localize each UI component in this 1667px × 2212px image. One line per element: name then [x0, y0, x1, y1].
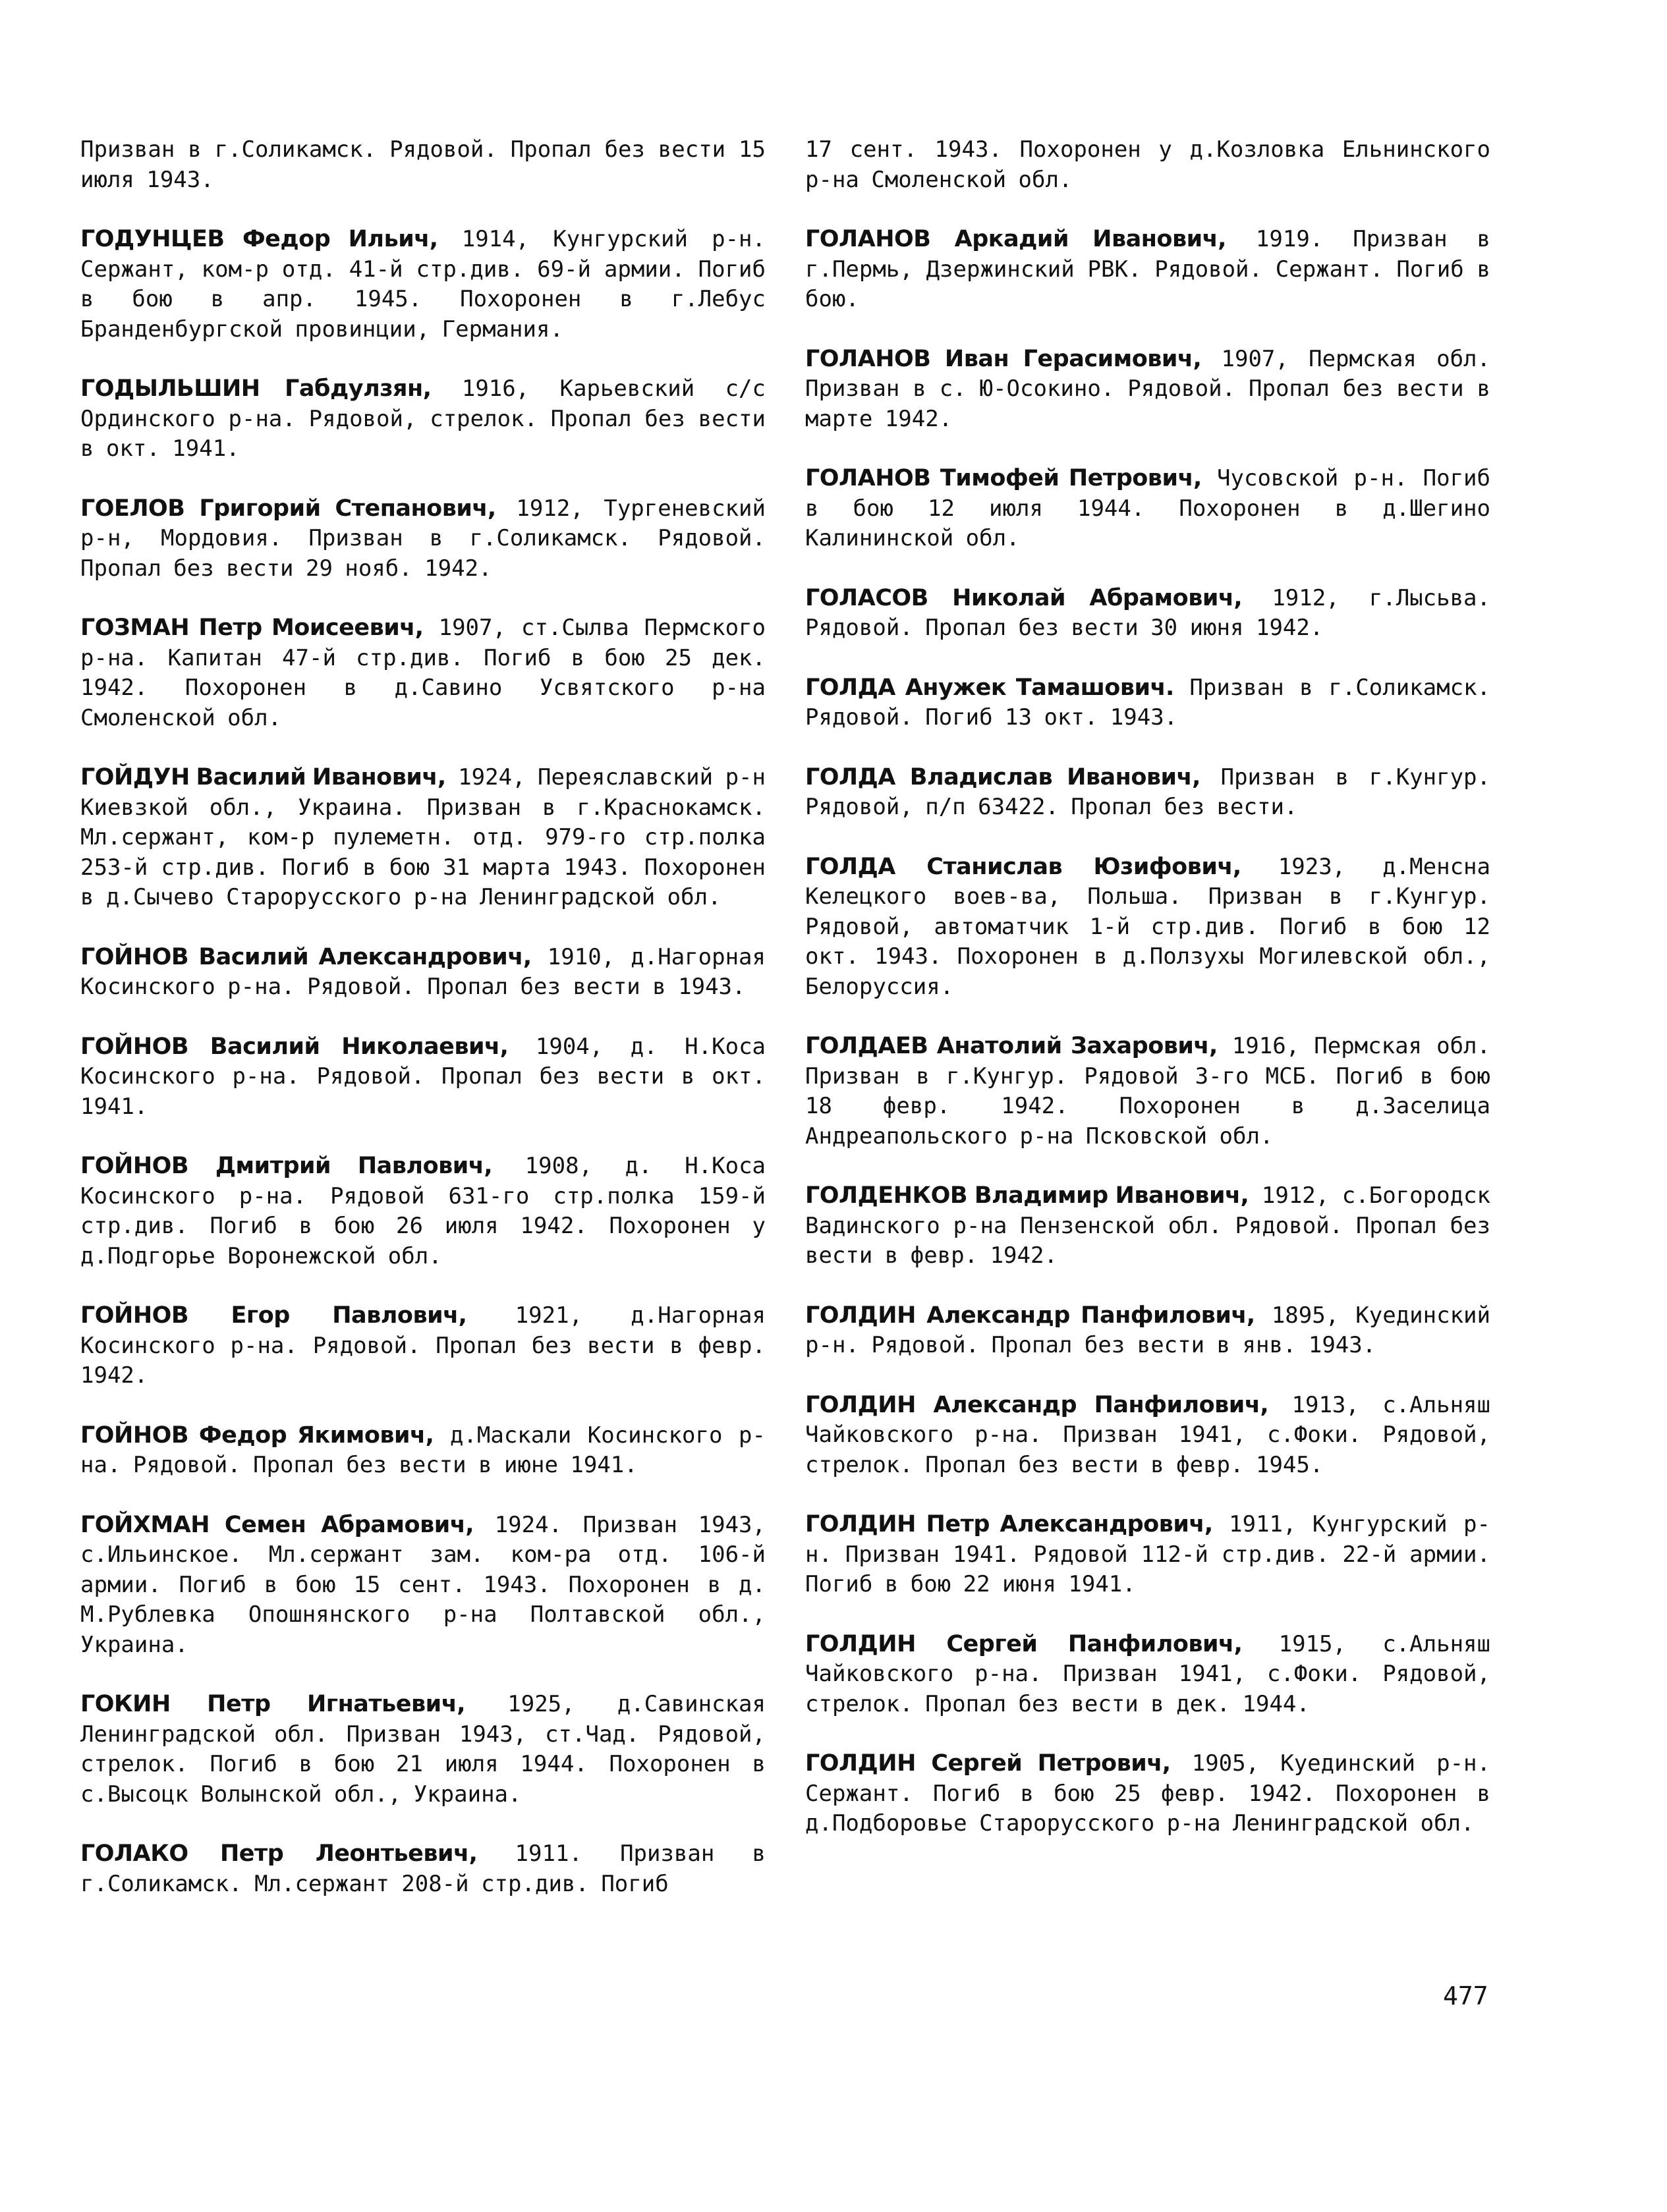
person-name: ГОЛДИН Александр Панфилович, [805, 1391, 1269, 1418]
entry-details: 1895, Куединский р-н. Рядовой. Пропал без вести в янв. 1943. [805, 1302, 1503, 1358]
person-name: ГОЛАКО Петр Леонтьевич, [80, 1840, 478, 1867]
person-name: ГОЛДЕНКОВ Владимир Иванович, [805, 1182, 1249, 1209]
biography-entry [805, 464, 1503, 554]
entry-details: 1924, Переяславский р-н Киевзкой обл., Украина. Призван в г.Краснокамск. Мл.сержант, ком-р пулеметн. отд. 979-го стр.полка 253-й стр.див. Погиб в бою 31 марта 1943. Похоронен в д.Сычево Старорусского р-на Ленинградской обл. [80, 764, 778, 910]
biography-entry [805, 1181, 1503, 1271]
biography-entry [805, 1510, 1503, 1600]
biography-entry [80, 943, 778, 1003]
person-name: ГОЙНОВ Егор Павлович, [80, 1302, 467, 1329]
person-name: ГОКИН Петр Игнатьевич, [80, 1691, 466, 1717]
person-name: ГОЙНОВ Василий Александрович, [80, 943, 532, 970]
biography-entry [805, 1391, 1503, 1481]
biography-entry [805, 345, 1503, 435]
biography-entry [80, 613, 778, 733]
biography-entry [80, 1032, 778, 1122]
person-name: ГОЙХМАН Семен Абрамович, [80, 1511, 474, 1538]
biography-entry [80, 1839, 778, 1899]
entry-details: Чусовской р-н. Погиб в бою 12 июля 1944. Похоронен в д.Шегино Калининской обл. [805, 465, 1503, 551]
person-name: ГОЙНОВ Дмитрий Павлович, [80, 1153, 493, 1179]
entry-details: 1904, д. Н.Коса Косинского р-на. Рядовой. Пропал без вести в окт. 1941. [80, 1033, 778, 1120]
biography-entry [805, 225, 1503, 315]
entry-details: 1914, Кунгурский р-н. Сержант, ком-р отд. 41-й стр.див. 69-й армии. Погиб в бою в апр. 1945. Похоронен в г.Лебус Бранденбургской провинции, Германия. [80, 226, 778, 343]
person-name: ГОЗМАН Петр Моисеевич, [80, 615, 424, 641]
entry-details: 1912, г.Лысьва. Рядовой. Пропал без вести 30 июня 1942. [805, 584, 1503, 641]
biography-entry [80, 374, 778, 464]
entry-details: 1919. Призван в г.Пермь, Дзержинский РВК. Рядовой. Сержант. Погиб в бою. [805, 226, 1503, 312]
entry-details: 1907, Пермская обл. Призван в с. Ю-Осокино. Рядовой. Пропал без вести в марте 1942. [805, 345, 1503, 432]
biography-entry [80, 1301, 778, 1391]
person-name: ГОЛАНОВ Аркадий Иванович, [805, 226, 1226, 252]
person-name: ГОДУНЦЕВ Федор Ильич, [80, 226, 438, 252]
biography-entry [805, 1749, 1503, 1839]
biography-entry [805, 1630, 1503, 1720]
entry-details: 1923, д.Менсна Келецкого воев-ва, Польша. Призван в г.Кунгур. Рядовой, автоматчик 1-й стр.див. Погиб в бою 12 окт. 1943. Похоронен в д.Ползухы Могилевской обл., Белоруссия. [805, 853, 1503, 1000]
biography-entry [80, 1151, 778, 1271]
biography-entry [805, 673, 1503, 733]
entry-details: 1916, Карьевский с/с Ординского р-на. Рядовой, стрелок. Пропал без вести в окт. 1941. [80, 375, 778, 462]
entry-details: 1911, Кунгурский р-н. Призван 1941. Рядовой 112-й стр.див. 22-й армии. Погиб в бою 22 июня 1941. [805, 1511, 1503, 1597]
person-name: ГОЛДИН Александр Панфилович, [805, 1302, 1255, 1329]
person-name: ГОЛДАЕВ Анатолий Захарович, [805, 1033, 1218, 1059]
entry-details: 1913, с.Альняш Чайковского р-на. Призван 1941, с.Фоки. Рядовой, стрелок. Пропал без вести в февр. 1945. [805, 1391, 1503, 1478]
biography-entry [80, 1510, 778, 1661]
person-name: ГОЛАНОВ Тимофей Петрович, [805, 465, 1202, 491]
entry-details: 1924. Призван 1943, с.Ильинское. Мл.сержант зам. ком-ра отд. 106-й армии. Погиб в бою 15 сент. 1943. Похоронен в д. М.Рублевка Опошнянского р-на Полтавской обл., Украина. [80, 1511, 778, 1658]
entry-details: 1910, д.Нагорная Косинского р-на. Рядовой. Пропал без вести в 1943. [80, 943, 778, 1000]
person-name: ГОЙНОВ Василий Николаевич, [80, 1033, 509, 1060]
entry-details: 1912, Тургеневский р-н, Мордовия. Призван в г.Соликамск. Рядовой. Пропал без вести 29 нояб. 1942. [80, 495, 778, 582]
entry-details: 1915, с.Альняш Чайковского р-на. Призван 1941, с.Фоки. Рядовой, стрелок. Пропал без вести в дек. 1944. [805, 1630, 1503, 1717]
entry-details: 1905, Куединский р-н. Сержант. Погиб в бою 25 февр. 1942. Похоронен в д.Подборовье Старорусского р-на Ленинградской обл. [805, 1750, 1503, 1837]
biography-entry [80, 1690, 778, 1810]
biography-entry [805, 763, 1503, 823]
person-name: ГОДЫЛЬШИН Габдулзян, [80, 375, 432, 402]
person-name: ГОЛАСОВ Николай Абрамович, [805, 584, 1243, 611]
entry-details: 1921, д.Нагорная Косинского р-на. Рядовой. Пропал без вести в февр. 1942. [80, 1302, 778, 1389]
left-column [80, 135, 778, 1929]
biography-entry [805, 584, 1503, 644]
entry-details: Призван в г.Соликамск. Рядовой. Погиб 13 окт. 1943. [805, 674, 1503, 731]
entry-details: 17 сент. 1943. Похоронен у д.Козловка Ельнинского р-на Смоленской обл. [805, 136, 1503, 193]
entry-details: 1916, Пермская обл. Призван в г.Кунгур. Рядовой 3-го МСБ. Погиб в бою 18 февр. 1942. Похоронен в д.Заселица Андреапольского р-на Псковской обл. [805, 1033, 1503, 1149]
entry-details: 1912, с.Богородск Вадинского р-на Пензенской обл. Рядовой. Пропал без вести в февр. 1942. [805, 1182, 1503, 1269]
person-name: ГОЛАНОВ Иван Герасимович, [805, 345, 1202, 372]
biography-entry [805, 852, 1503, 1003]
person-name: ГОЛДИН Петр Александрович, [805, 1511, 1213, 1537]
biography-entry [80, 135, 778, 195]
entry-details: 1908, д. Н.Коса Косинского р-на. Рядовой 631-го стр.полка 159-й стр.див. Погиб в бою 26 июля 1942. Похоронен у д.Подгорье Воронежской обл. [80, 1153, 778, 1269]
biography-entry [80, 763, 778, 913]
person-name: ГОЙДУН Василий Иванович, [80, 764, 446, 790]
person-name: ГОЙНОВ Федор Якимович, [80, 1422, 434, 1449]
person-name: ГОЛДИН Сергей Панфилович, [805, 1630, 1243, 1657]
biography-entry [805, 135, 1503, 195]
biography-entry [80, 1421, 766, 1481]
right-column [805, 135, 1503, 1869]
person-name: ГОЛДА Станислав Юзифович, [805, 853, 1241, 880]
biography-entry [80, 225, 778, 345]
entry-details: 1911. Призван в г.Соликамск. Мл.сержант 208-й стр.див. Погиб [80, 1840, 778, 1897]
person-name: ГОЛДА Владислав Иванович, [805, 763, 1201, 790]
biography-entry [805, 1301, 1503, 1361]
biography-entry [80, 494, 778, 584]
person-name: ГОЛДА Анужек Тамашович. [805, 674, 1174, 701]
entry-details: д.Маскали Косинского р-на. Рядовой. Пропал без вести в июне 1941. [80, 1422, 766, 1478]
person-name: ГОЛДИН Сергей Петрович, [805, 1750, 1171, 1777]
page-number: 477 [1443, 1981, 1488, 2010]
person-name: ГОЕЛОВ Григорий Степанович, [80, 495, 496, 522]
entry-details: 1907, ст.Сылва Пермского р-на. Капитан 47-й стр.див. Погиб в бою 25 дек. 1942. Похоронен в д.Савино Усвятского р-на Смоленской обл. [80, 615, 778, 731]
entry-details: Призван в г.Кунгур. Рядовой, п/п 63422. Пропал без вести. [805, 763, 1503, 820]
biography-entry [805, 1032, 1503, 1151]
entry-details: Призван в г.Соликамск. Рядовой. Пропал без вести 15 июля 1943. [80, 136, 778, 193]
entry-details: 1925, д.Савинская Ленинградской обл. Призван 1943, ст.Чад. Рядовой, стрелок. Погиб в бою 21 июля 1944. Похоронен в с.Высоцк Волынской обл., Украина. [80, 1691, 778, 1808]
